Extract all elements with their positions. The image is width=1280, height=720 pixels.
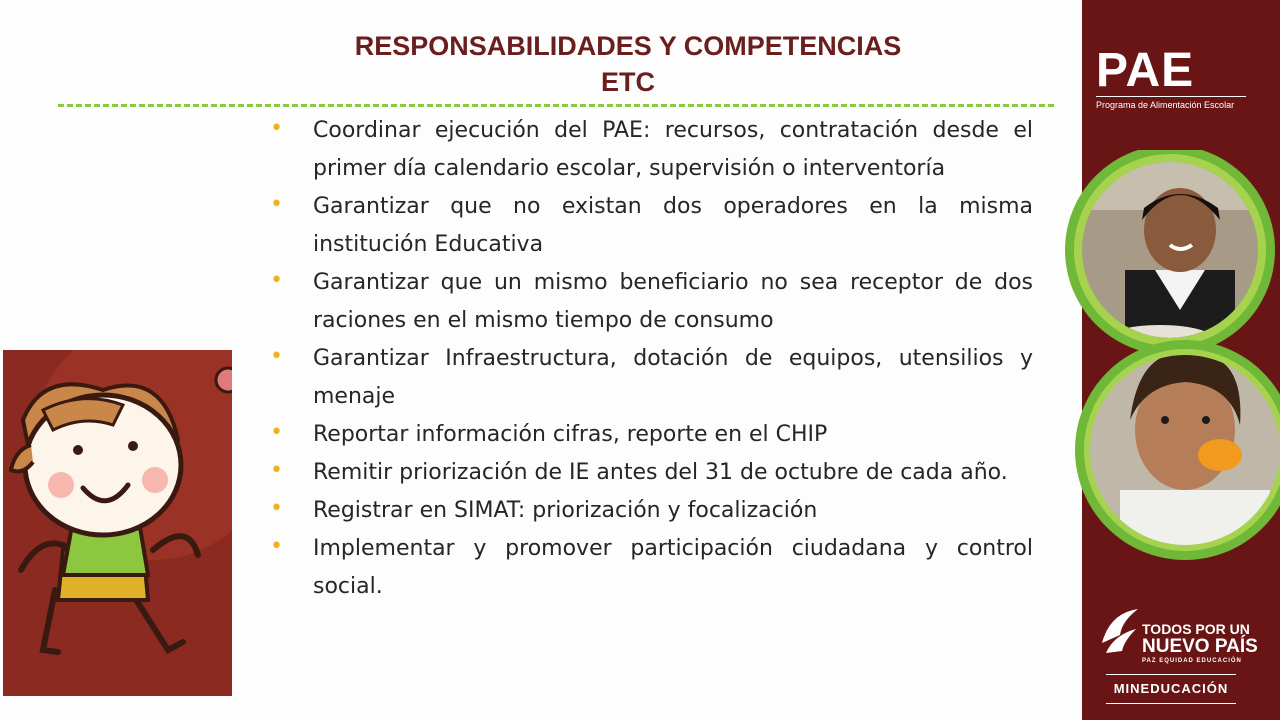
list-item [270, 112, 1033, 188]
list-item [270, 188, 1033, 264]
bullet-text: Remitir priorización de IE antes del 31 de octubre de cada año. [313, 460, 1008, 485]
cartoon-girl-icon [3, 350, 232, 696]
ministry-label: MINEDUCACIÓN [1106, 674, 1236, 704]
gov-slogan-line-2: NUEVO PAÍS [1142, 636, 1258, 657]
pae-logo-subtitle: Programa de Alimentación Escolar [1096, 96, 1246, 111]
bullet-icon: • [270, 534, 283, 559]
bullet-text: Coordinar ejecución del PAE: recursos, contratación desde el primer día calendario escolar, supervisión o interventoría [313, 118, 1033, 181]
bullet-icon: • [270, 192, 283, 217]
slide-title [230, 28, 1026, 100]
bullet-text: Reportar información cifras, reporte en el CHIP [313, 422, 828, 447]
list-item [270, 492, 1033, 530]
list-item [270, 530, 1033, 606]
bullet-icon: • [270, 458, 283, 483]
bullet-text: Garantizar Infraestructura, dotación de equipos, utensilios y menaje [313, 346, 1033, 409]
list-item [270, 454, 1033, 492]
title-line-2: ETC [601, 67, 655, 97]
bullet-text: Registrar en SIMAT: priorización y focalización [313, 498, 818, 523]
bullet-icon: • [270, 268, 283, 293]
gov-slogan-line-3: PAZ EQUIDAD EDUCACIÓN [1142, 658, 1242, 664]
gov-slogan [1142, 622, 1258, 665]
title-line-1: RESPONSABILIDADES Y COMPETENCIAS [354, 31, 902, 61]
bullet-icon: • [270, 496, 283, 521]
bullet-text: Implementar y promover participación ciudadana y control social. [313, 536, 1033, 599]
bullet-icon: • [270, 420, 283, 445]
list-item [270, 340, 1033, 416]
bullet-text: Garantizar que no existan dos operadores en la misma institución Educativa [313, 194, 1033, 257]
list-item [270, 416, 1033, 454]
pae-logo [1096, 46, 1246, 111]
dashed-divider [58, 104, 1054, 107]
list-item [270, 264, 1033, 340]
bullet-icon: • [270, 116, 283, 141]
bullet-list [270, 112, 1033, 606]
gov-slogan-line-1: TODOS POR UN [1142, 621, 1250, 637]
pae-logo-text: PAE [1096, 44, 1195, 97]
children-photos [1030, 150, 1280, 600]
bullet-icon: • [270, 344, 283, 369]
cartoon-girl-illustration [3, 350, 232, 696]
bullet-text: Garantizar que un mismo beneficiario no sea receptor de dos raciones en el mismo tiempo de consumo [313, 270, 1033, 333]
